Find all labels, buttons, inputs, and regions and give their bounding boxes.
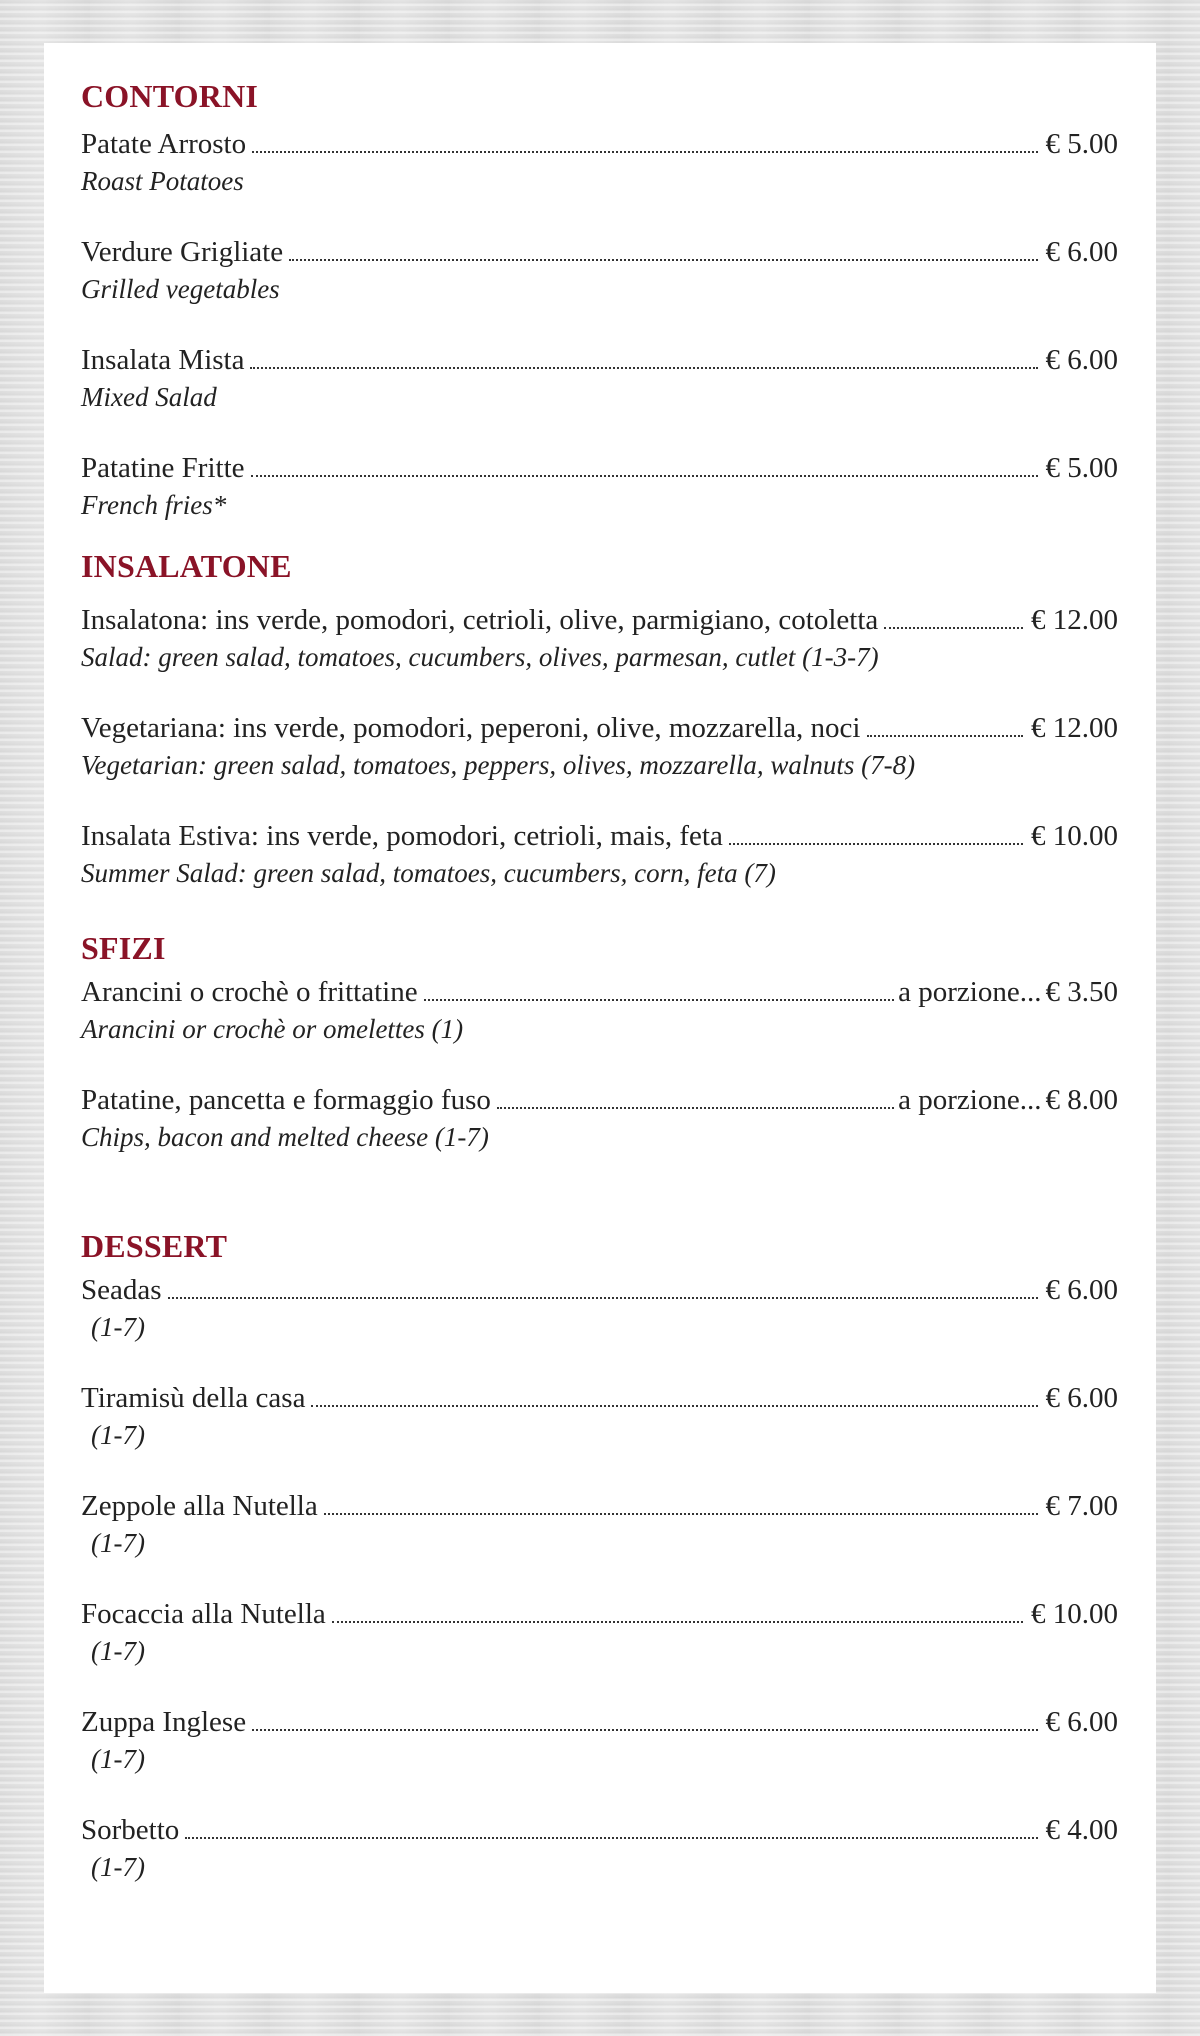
leader-dots [324,1505,1038,1515]
item-name: Arancini o crochè o frittatine [81,976,418,1008]
item-price: € 5.00 [1045,452,1118,484]
item-price: € 6.00 [1045,1274,1118,1306]
leader-dots [252,1721,1037,1731]
menu-item [81,709,1118,783]
menu-item [81,1595,1118,1669]
item-price: € 10.00 [1031,820,1118,852]
item-name: Zuppa Inglese [81,1706,247,1738]
leader-dots [867,727,1024,737]
item-name: Focaccia alla Nutella [81,1598,326,1630]
item-translation: Salad: green salad, tomatoes, cucumbers, olives, parmesan, cutlet (1-3-7) [81,642,879,672]
item-price: € 6.00 [1045,344,1118,376]
item-price: € 6.00 [1045,1706,1118,1738]
item-price: € 8.00 [1045,1084,1118,1116]
menu-item [81,1811,1118,1885]
section-title-insalatone: INSALATONE [81,548,292,584]
item-name: Verdure Grigliate [81,236,284,268]
menu-item [81,1081,1118,1155]
section-title-sfizi: SFIZI [81,930,166,966]
item-price: € 4.00 [1045,1814,1118,1846]
item-name: Seadas [81,1274,162,1306]
menu-card [44,43,1156,1993]
allergen-codes: (1-7) [91,1636,145,1666]
item-translation: Chips, bacon and melted cheese (1-7) [81,1122,489,1152]
menu-item [81,449,1118,523]
allergen-codes: (1-7) [91,1420,145,1450]
item-translation: Mixed Salad [81,382,217,412]
item-price: € 12.00 [1031,712,1118,744]
item-price: € 6.00 [1045,1382,1118,1414]
menu-item [81,125,1118,199]
menu-item [81,817,1118,891]
allergen-codes: (1-7) [91,1528,145,1558]
leader-dots [424,991,895,1001]
portion-label: a porzione... [898,1084,1042,1116]
leader-dots [884,619,1023,629]
menu-item [81,1703,1118,1777]
section-title-contorni: CONTORNI [81,78,259,114]
item-price: € 3.50 [1045,976,1118,1008]
leader-dots [250,359,1037,369]
item-price: € 7.00 [1045,1490,1118,1522]
item-translation: Grilled vegetables [81,274,280,304]
item-name: Insalata Estiva: ins verde, pomodori, cetrioli, mais, feta [81,820,723,852]
allergen-codes: (1-7) [91,1852,145,1882]
item-translation: Summer Salad: green salad, tomatoes, cucumbers, corn, feta (7) [81,858,776,888]
leader-dots [289,251,1037,261]
item-price: € 6.00 [1045,236,1118,268]
menu-item [81,973,1118,1047]
leader-dots [729,835,1023,845]
portion-label: a porzione... [898,976,1042,1008]
leader-dots [311,1397,1037,1407]
item-name: Tiramisù della casa [81,1382,306,1414]
leader-dots [252,143,1037,153]
menu-item [81,1487,1118,1561]
item-translation: Vegetarian: green salad, tomatoes, peppers, olives, mozzarella, walnuts (7-8) [81,750,916,780]
item-name: Sorbetto [81,1814,180,1846]
item-name: Patatine, pancetta e formaggio fuso [81,1084,491,1116]
item-translation: French fries* [81,490,227,520]
item-translation: Roast Potatoes [81,166,244,196]
allergen-codes: (1-7) [91,1312,145,1342]
allergen-codes: (1-7) [91,1744,145,1774]
item-name: Insalatona: ins verde, pomodori, cetrioli, olive, parmigiano, cotoletta [81,604,879,636]
item-name: Vegetariana: ins verde, pomodori, peperoni, olive, mozzarella, noci [81,712,861,744]
item-translation: Arancini or crochè or omelettes (1) [81,1014,464,1044]
section-title-dessert: DESSERT [81,1228,228,1264]
leader-dots [497,1099,894,1109]
menu-item [81,1271,1118,1345]
item-price: € 12.00 [1031,604,1118,636]
item-name: Zeppole alla Nutella [81,1490,318,1522]
leader-dots [251,467,1038,477]
leader-dots [185,1829,1037,1839]
leader-dots [332,1613,1023,1623]
menu-item [81,601,1118,675]
item-name: Insalata Mista [81,344,245,376]
item-name: Patatine Fritte [81,452,245,484]
menu-item [81,1379,1118,1453]
menu-item [81,341,1118,415]
item-price: € 10.00 [1031,1598,1118,1630]
item-price: € 5.00 [1045,128,1118,160]
menu-item [81,233,1118,307]
item-name: Patate Arrosto [81,128,247,160]
leader-dots [168,1289,1038,1299]
